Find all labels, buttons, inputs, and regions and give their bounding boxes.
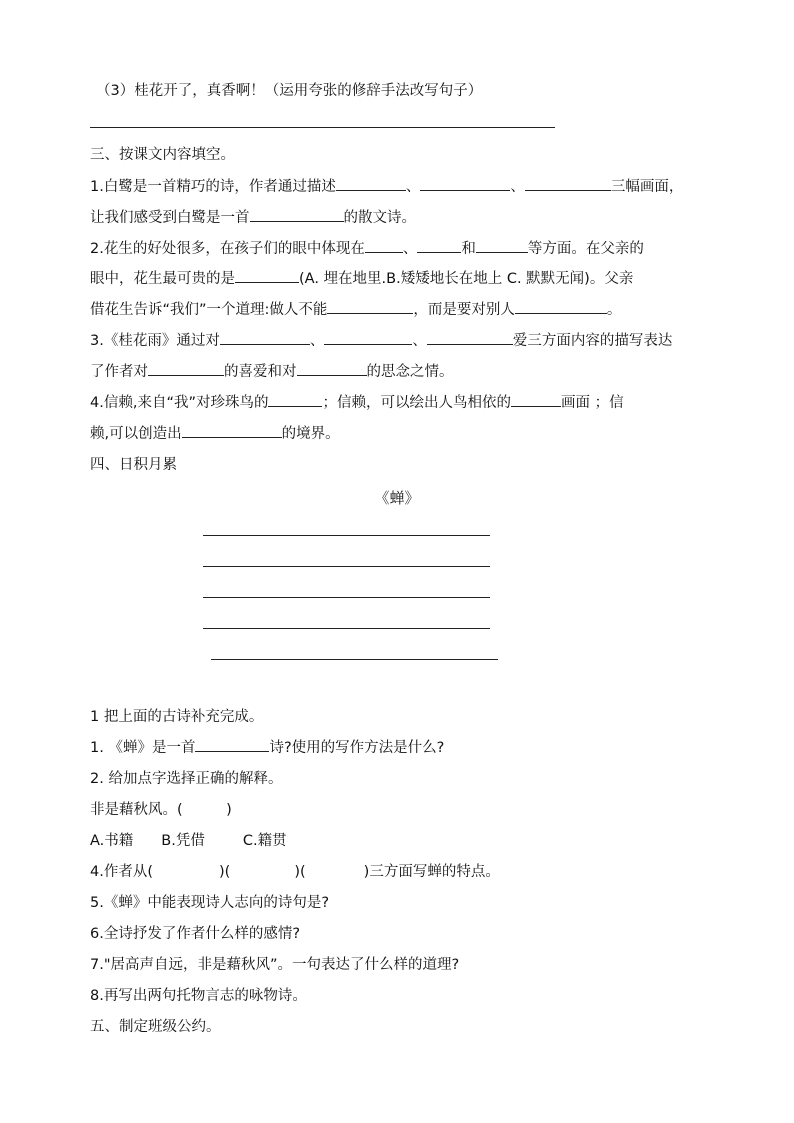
poem-title: 《蝉》 xyxy=(374,489,420,507)
separator: 、 xyxy=(412,333,427,349)
s4-question-1 xyxy=(90,737,444,759)
s4-question-6: 6.全诗抒发了作者什么样的感情? xyxy=(90,926,301,942)
s4-q1-text-b: 诗?使用的写作方法是什么? xyxy=(269,740,445,756)
fill-blank[interactable] xyxy=(511,392,561,407)
s3-q1-text-a: 1.白鹭是一首精巧的诗，作者通过描述 xyxy=(90,179,336,195)
s3-q3-text-d: 的喜爱和对 xyxy=(224,364,297,380)
fill-blank[interactable] xyxy=(250,207,344,222)
s3-q2-text-e: 借花生告诉“我们”一个道理:做人不能 xyxy=(90,302,328,318)
fill-blank[interactable] xyxy=(297,361,367,376)
s3-question-4-line-1 xyxy=(90,392,624,414)
s3-q3-text-e: 的思念之情。 xyxy=(366,364,454,380)
s3-question-3-line-1 xyxy=(90,330,672,352)
s3-q2-options: (A. 埋在地里.B.矮矮地长在地上 C. 默默无闻)。父亲 xyxy=(299,271,634,287)
s3-q3-text-a: 3.《桂花雨》通过对 xyxy=(90,333,220,349)
fill-blank[interactable] xyxy=(427,330,513,345)
s3-q4-text-e: 的境界。 xyxy=(281,426,340,442)
s4-q4-text-b: )( xyxy=(219,864,231,880)
s3-question-1-line-1 xyxy=(90,176,683,198)
fill-blank[interactable] xyxy=(182,423,282,438)
s4-question-8: 8.再写出两句托物言志的咏物诗。 xyxy=(90,988,307,1004)
poem-line-4[interactable] xyxy=(203,628,490,629)
s3-q2-text-c: 眼中，花生最可贵的是 xyxy=(90,271,235,287)
fill-blank[interactable] xyxy=(476,238,528,253)
fill-blank[interactable] xyxy=(324,330,412,345)
poem-line-2[interactable] xyxy=(203,566,490,567)
answer-line[interactable] xyxy=(90,127,555,128)
s3-q2-text-b: 等方面。在父亲的 xyxy=(527,241,644,257)
s3-question-2-line-2 xyxy=(90,268,633,290)
s3-q2-text-f: ，而是要对别人 xyxy=(413,302,515,318)
section-3-heading: 三、按课文内容填空。 xyxy=(90,147,235,163)
section-5-heading: 五、制定班级公约。 xyxy=(90,1019,221,1035)
s3-q1-text-d: 的散文诗。 xyxy=(343,210,416,226)
s3-q3-text-c: 了作者对 xyxy=(90,364,148,380)
fill-blank[interactable] xyxy=(365,238,403,253)
s3-q2-text-a: 2.花生的好处很多，在孩子们的眼中体现在 xyxy=(90,241,365,257)
s3-q1-text-c: 让我们感受到白鹭是一首 xyxy=(90,210,250,226)
separator: 、 xyxy=(402,241,418,257)
s4-question-7: 7."居高声自远，非是藉秋风”。一句表达了什么样的道理? xyxy=(90,957,460,973)
s4-fill-instruction: 1 把上面的古诗补充完成。 xyxy=(90,709,264,725)
fill-blank[interactable] xyxy=(327,299,413,314)
fill-blank[interactable] xyxy=(515,299,607,314)
fill-blank[interactable] xyxy=(420,176,510,191)
s4-question-2: 2. 给加点字选择正确的解释。 xyxy=(90,771,283,787)
separator: 、 xyxy=(405,179,421,195)
fill-blank[interactable] xyxy=(220,330,310,345)
s4-q4-text-c: )( xyxy=(294,864,306,880)
s4-q4-text-a: 4.作者从( xyxy=(90,864,153,880)
s3-q4-text-c: 画面 ；信 xyxy=(560,395,624,411)
section-4-heading: 四、日积月累 xyxy=(90,457,177,473)
s4-question-2-options xyxy=(90,830,287,852)
fill-blank[interactable] xyxy=(235,268,299,283)
s3-question-2-line-3 xyxy=(90,299,621,321)
separator: 、 xyxy=(510,179,525,195)
fill-blank[interactable] xyxy=(525,176,611,191)
s3-q3-text-b: 爱三方面内容的描写表达 xyxy=(512,333,673,349)
s3-q4-text-a: 4.信赖,来自“我”对珍珠鸟的 xyxy=(90,395,269,411)
option-a[interactable]: A.书籍 xyxy=(90,833,134,849)
fill-blank[interactable] xyxy=(336,176,406,191)
poem-line-5[interactable] xyxy=(211,659,498,660)
s4-question-5: 5.《蝉》中能表现诗人志向的诗句是? xyxy=(90,895,330,911)
s3-q4-text-b: ；信赖，可以绘出人鸟相依的 xyxy=(322,395,511,411)
s3-q4-text-d: 赖,可以创造出 xyxy=(90,426,182,442)
fill-blank[interactable] xyxy=(268,392,322,407)
s3-q2-text-g: 。 xyxy=(606,302,622,318)
option-c[interactable]: C.籍贯 xyxy=(242,833,287,849)
poem-line-1[interactable] xyxy=(203,535,490,536)
s3-question-1-line-2 xyxy=(90,207,416,229)
s4-q4-text-d: )三方面写蝉的特点。 xyxy=(363,864,500,880)
separator: 、 xyxy=(309,333,325,349)
s3-q1-text-b: 三幅画面， xyxy=(610,179,684,195)
s3-q2-and: 和 xyxy=(461,241,476,257)
s4-question-2-line: 非是藉秋风。( ) xyxy=(90,802,232,818)
s4-question-4 xyxy=(90,861,500,883)
poem-line-3[interactable] xyxy=(203,597,490,598)
s4-q1-text-a: 1. 《蝉》是一首 xyxy=(90,740,196,756)
fill-blank[interactable] xyxy=(195,737,269,752)
fill-blank[interactable] xyxy=(148,361,224,376)
fill-blank[interactable] xyxy=(417,238,461,253)
rewrite-question-3: （3）桂花开了，真香啊！（运用夸张的修辞手法改写句子） xyxy=(96,83,483,99)
option-b[interactable]: B.凭借 xyxy=(161,833,205,849)
s3-question-2-line-1 xyxy=(90,238,644,260)
s3-question-4-line-2 xyxy=(90,423,340,445)
s3-question-3-line-2 xyxy=(90,361,454,383)
